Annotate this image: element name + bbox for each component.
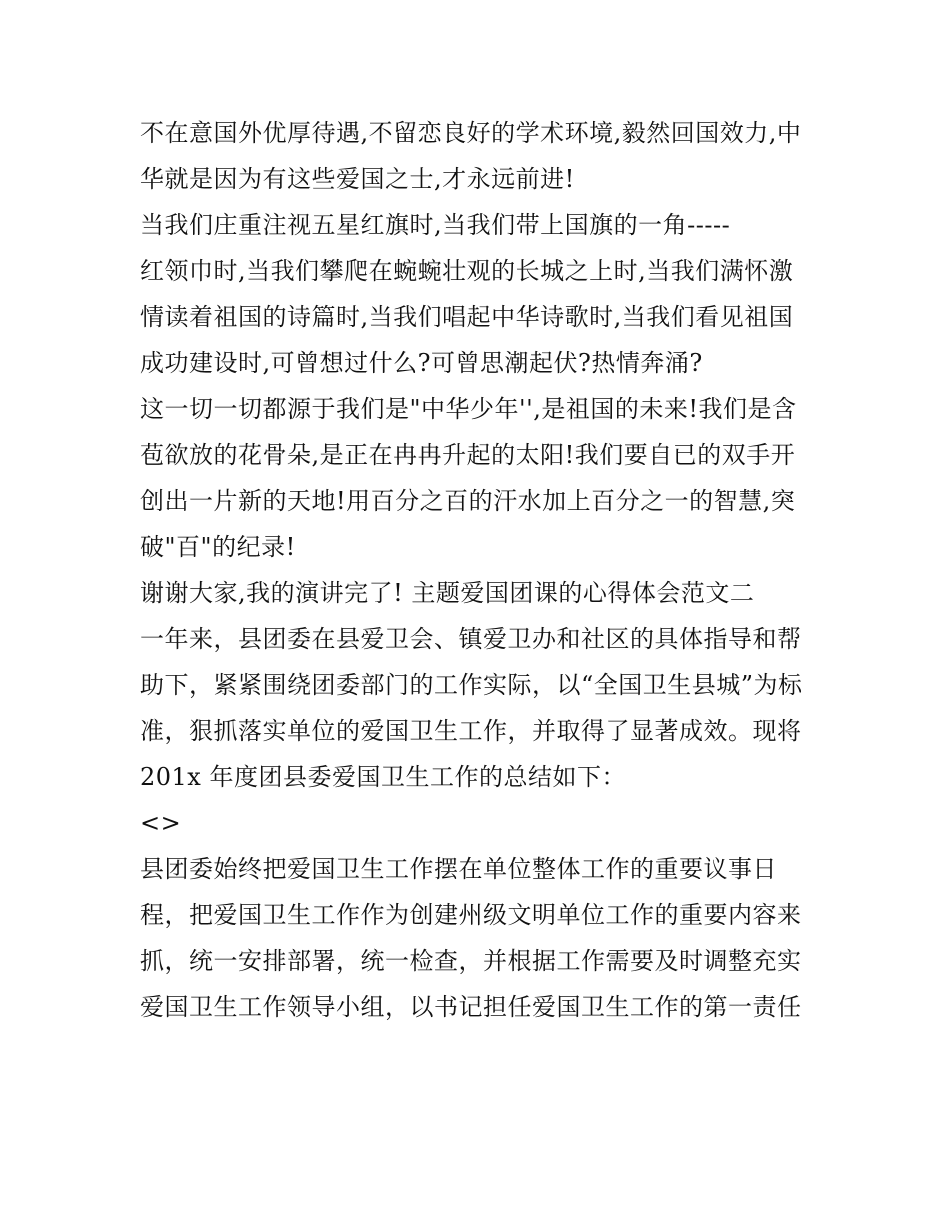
text-line: 破"百"的纪录! bbox=[140, 533, 296, 561]
text-line: 爱国卫生工作领导小组，以书记担任爱国卫生工作的第一责任 bbox=[140, 993, 802, 1021]
text-line: 这一切一切都源于我们是"中华少年'',是祖国的未来!我们是含 bbox=[140, 395, 797, 423]
text-line: 抓，统一安排部署，统一检查，并根据工作需要及时调整充实 bbox=[140, 947, 802, 975]
text-line: 情读着祖国的诗篇时,当我们唱起中华诗歌时,当我们看见祖国 bbox=[140, 303, 794, 331]
text-line: 创出一片新的天地!用百分之百的汗水加上百分之一的智慧,突 bbox=[140, 487, 796, 515]
text-line: 红领巾时,当我们攀爬在蜿蜿壮观的长城之上时,当我们满怀激 bbox=[140, 257, 794, 285]
text-line: 一年来，县团委在县爱卫会、镇爱卫办和社区的具体指导和帮 bbox=[140, 625, 802, 653]
text-line: 谢谢大家,我的演讲完了! 主题爱国团课的心得体会范文二 bbox=[140, 579, 755, 607]
text-line: 准，狠抓落实单位的爱国卫生工作，并取得了显著成效。现将 bbox=[140, 717, 802, 745]
text-line: 成功建设时,可曾想过什么?可曾思潮起伏?热情奔涌? bbox=[140, 349, 703, 377]
text-line: 助下，紧紧围绕团委部门的工作实际，以“全国卫生县城”为标 bbox=[140, 671, 803, 699]
text-line: 程，把爱国卫生工作作为创建州级文明单位工作的重要内容来 bbox=[140, 901, 802, 929]
text-line: 当我们庄重注视五星红旗时,当我们带上国旗的一角----- bbox=[140, 211, 731, 239]
text-line: <> bbox=[140, 809, 182, 837]
text-line: 华就是因为有这些爱国之士,才永远前进! bbox=[140, 165, 575, 193]
text-line: 苞欲放的花骨朵,是正在冉冉升起的太阳!我们要自已的双手开 bbox=[140, 441, 796, 469]
document-body bbox=[140, 110, 830, 1030]
text-line: 不在意国外优厚待遇,不留恋良好的学术环境,毅然回国效力,中 bbox=[140, 119, 802, 147]
text-line: 县团委始终把爱国卫生工作摆在单位整体工作的重要议事日 bbox=[140, 855, 777, 883]
text-line: 201x 年度团县委爱国卫生工作的总结如下： bbox=[140, 763, 626, 791]
